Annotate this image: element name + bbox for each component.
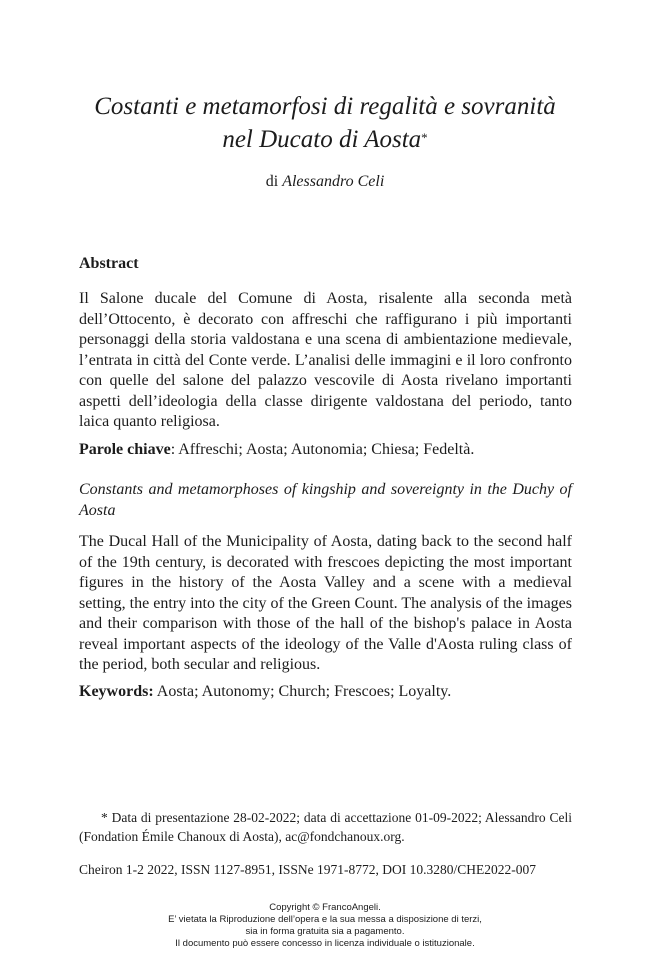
abstract-italian: Il Salone ducale del Comune di Aosta, risalente alla seconda metà dell’Ottocento, è decorato con affreschi che raffigurano i più importanti personaggi della storia valdostana e una scena di ambientazione medievale, l’entrata in città del Conte verde. L’analisi delle immagini e il loro confronto con quelle del salone del palazzo vescovile di Aosta rivelano importanti aspetti dell’ideologia della classe dirigente valdostana del periodo, tanto laica quanto religiosa. — [79, 290, 572, 430]
keywords-italian-text: : Affreschi; Aosta; Autonomia; Chiesa; Fedeltà. — [170, 441, 475, 458]
keywords-italian — [79, 440, 572, 461]
title-line-1: Costanti e metamorfosi di regalità e sovranità — [94, 93, 556, 120]
footnote — [79, 808, 572, 846]
author-prefix: di — [265, 173, 279, 190]
keywords-english-text: Aosta; Autonomy; Church; Frescoes; Loyalty. — [153, 683, 452, 700]
title-footnote-mark: * — [421, 130, 428, 145]
title-line-2 — [60, 123, 590, 156]
copyright-notice — [120, 902, 530, 950]
copyright-line-4: Il documento può essere concesso in licenza individuale o istituzionale. — [175, 938, 475, 949]
footnote-text: * Data di presentazione 28-02-2022; data di accettazione 01-09-2022; Alessandro Celi (Fondation Émile Chanoux di Aosta), ac@fondchanoux.org. — [79, 810, 572, 844]
copyright-line-2: E’ vietata la Riproduzione dell’opera e la sua messa a disposizione di terzi, — [168, 914, 482, 925]
abstract-heading: Abstract — [79, 255, 139, 272]
journal-citation: Cheiron 1-2 2022, ISSN 1127-8951, ISSNe 1971-8772, DOI 10.3280/CHE2022-007 — [79, 862, 536, 877]
article-title — [60, 90, 590, 156]
keywords-english — [79, 682, 572, 703]
english-title: Constants and metamorphoses of kingship and sovereignty in the Duchy of Aosta — [79, 481, 572, 519]
copyright-line-3: sia in forma gratuita sia a pagamento. — [245, 926, 405, 937]
title-line-2-text: nel Ducato di Aosta — [222, 126, 422, 153]
keywords-italian-label: Parole chiave — [79, 441, 171, 458]
author-byline — [60, 172, 590, 192]
copyright-line-1: Copyright © FrancoAngeli. — [269, 902, 381, 913]
author-name: Alessandro Celi — [282, 173, 385, 190]
abstract-english: The Ducal Hall of the Municipality of Aosta, dating back to the second half of the 19th century, is decorated with frescoes depicting the most important figures in the history of the Aosta Valley and a scene with a medieval setting, the entry into the city of the Green Count. The analysis of the images and their comparison with those of the hall of the bishop's palace in Aosta reveal important aspects of the ideology of the Valle d'Aosta ruling class of the period, both secular and religious. — [79, 533, 572, 673]
keywords-english-label: Keywords: — [79, 683, 154, 700]
